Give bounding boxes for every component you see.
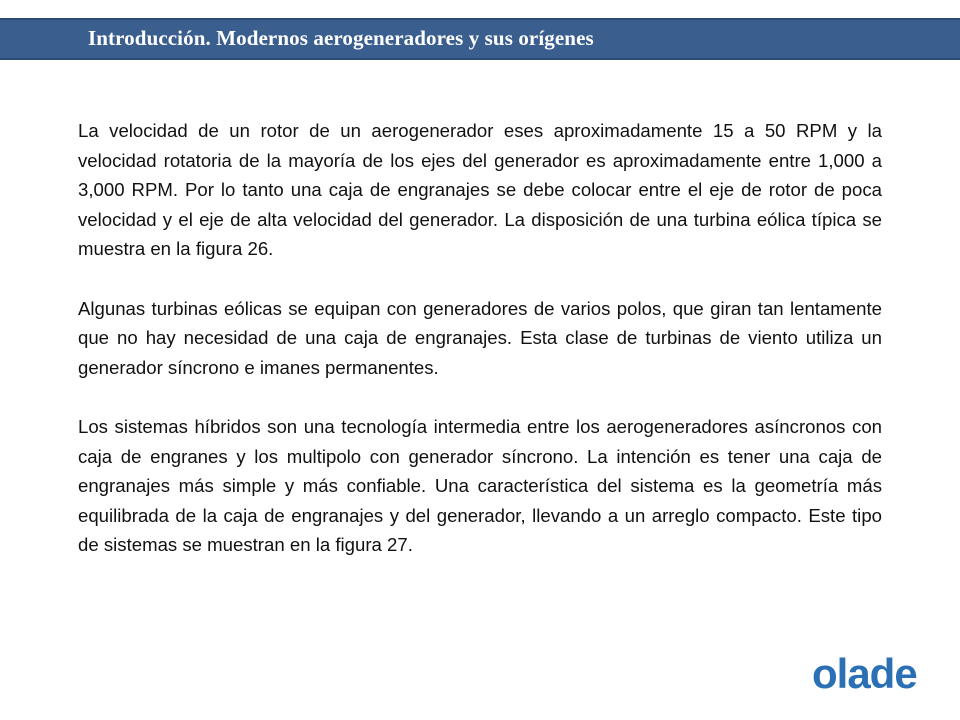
logo-text: olade: [812, 650, 917, 697]
paragraph-1: La velocidad de un rotor de un aerogenerador eses aproximadamente 15 a 50 RPM y la velocidad rotatoria de la mayoría de los ejes del generador es aproximadamente entre 1,000 a 3,000 RPM. Por lo tanto una caja de engranajes se debe colocar entre el eje de rotor de poca velocidad y el eje de alta velocidad del generador. La disposición de una turbina eólica típica se muestra en la figura 26.: [78, 120, 882, 259]
slide-title: Introducción. Modernos aerogeneradores y sus orígenes: [88, 26, 594, 50]
paragraph-2: Algunas turbinas eólicas se equipan con generadores de varios polos, que giran tan lentamente que no hay necesidad de una caja de engranajes. Esta clase de turbinas de viento utiliza un generador síncrono e imanes permanentes.: [78, 297, 882, 378]
olade-logo: [812, 646, 932, 702]
header-bar: [0, 18, 960, 60]
paragraph-3: Los sistemas híbridos son una tecnología intermedia entre los aerogeneradores asíncronos con caja de engranes y los multipolo con generador síncrono. La intención es tener una caja de engranajes más simple y más confiable. Una característica del sistema es la geometría más equilibrada de la caja de engranajes y del generador, llevando a un arreglo compacto. Este tipo de sistemas se muestran en la figura 27.: [78, 416, 882, 555]
slide-body: [78, 116, 882, 590]
